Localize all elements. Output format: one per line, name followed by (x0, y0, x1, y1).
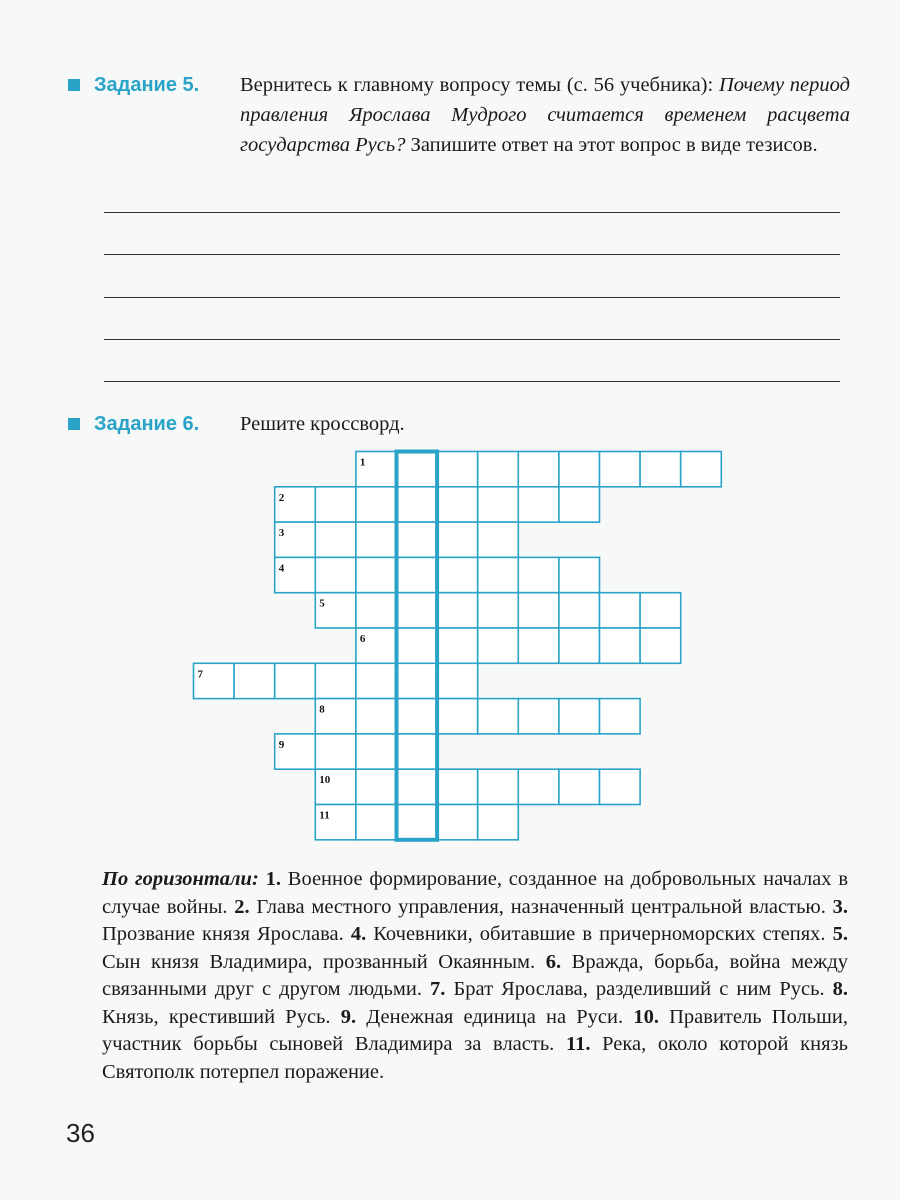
crossword-cell[interactable] (437, 769, 478, 804)
clue-number: 9. (340, 1005, 357, 1028)
clue-text: Князь, крестивший Русь. (102, 1005, 331, 1028)
crossword-cell[interactable] (397, 699, 438, 734)
crossword-cell[interactable] (356, 487, 397, 522)
crossword-cell[interactable] (518, 452, 559, 487)
crossword-cell[interactable] (315, 663, 356, 698)
crossword-number: 8 (319, 703, 325, 716)
clues-lead: По горизонтали: (102, 868, 259, 890)
crossword-cell[interactable] (478, 593, 519, 628)
crossword-cell[interactable] (234, 663, 275, 698)
crossword-cell[interactable] (397, 487, 438, 522)
task-5-text-b: Запишите ответ на этот вопрос в виде тезисов. (405, 134, 818, 156)
crossword-cell[interactable] (518, 769, 559, 804)
crossword-cell[interactable] (397, 734, 438, 769)
crossword-cell[interactable] (437, 663, 478, 698)
clue-number: 4. (350, 923, 367, 945)
clues-across (102, 866, 848, 1086)
crossword-cell[interactable] (397, 805, 438, 840)
crossword-cell[interactable] (640, 593, 681, 628)
crossword-cell[interactable] (356, 663, 397, 698)
task-5-question: Почему период правления Ярослава Мудрого считается временем расцвета государства Русь? (240, 74, 851, 156)
crossword-cell[interactable] (600, 769, 641, 804)
clue-text: Кочевники, обитавшие в причерноморских степях. (366, 923, 826, 945)
crossword-cell[interactable] (600, 452, 641, 487)
crossword-cell[interactable] (559, 557, 600, 592)
crossword-cell[interactable] (559, 487, 600, 522)
crossword-cell[interactable] (640, 628, 681, 663)
task-5-title: Задание 5. (94, 74, 200, 96)
clue-list (102, 868, 848, 1083)
task-5-text-a: Вернитесь к главному вопросу темы (с. 56 учебника): (240, 74, 719, 96)
crossword-cell[interactable] (681, 452, 722, 487)
crossword-cell[interactable] (600, 593, 641, 628)
clue-text: Вражда, борьба, война между связанными друг с другом людьми. (102, 950, 848, 1000)
crossword-number: 1 (359, 456, 366, 469)
crossword-cell[interactable] (478, 557, 519, 592)
crossword-cell[interactable] (559, 769, 600, 804)
clue-text: Денежная единица на Руси. (356, 1005, 624, 1028)
crossword-cell[interactable] (437, 557, 478, 592)
crossword-cell[interactable] (397, 628, 438, 663)
crossword-cell[interactable] (478, 805, 519, 840)
clue-number: 10. (633, 1005, 659, 1028)
crossword-number: 6 (359, 633, 366, 645)
crossword-cell[interactable] (356, 522, 397, 557)
crossword-cell[interactable] (356, 557, 397, 592)
crossword-number: 2 (278, 491, 285, 504)
crossword-cell[interactable] (275, 663, 316, 698)
crossword-cell[interactable] (356, 593, 397, 628)
crossword-number: 5 (319, 597, 325, 610)
crossword-cell[interactable] (315, 734, 356, 769)
crossword-number: 11 (319, 809, 330, 822)
crossword-cell[interactable] (478, 628, 519, 663)
crossword-cell[interactable] (437, 487, 478, 522)
clue-number: 11. (565, 1033, 591, 1055)
crossword-cell[interactable] (397, 663, 438, 698)
crossword-cell[interactable] (315, 522, 356, 557)
crossword-number: 9 (278, 738, 285, 751)
crossword-cell[interactable] (478, 769, 519, 804)
crossword-cell[interactable] (356, 769, 397, 804)
clue-text: Правитель Польши, участник борьбы сыновей Владимира за власть. (102, 1005, 849, 1055)
clue-number: 3. (832, 895, 849, 918)
crossword-cell[interactable] (437, 452, 478, 487)
clue-text: Прозвание князя Ярослава. (102, 923, 344, 945)
clue-text: Река, около которой князь Святополк потерпел поражение. (102, 1033, 848, 1083)
crossword-cell[interactable] (315, 487, 356, 522)
crossword-cell[interactable] (478, 699, 519, 734)
crossword-cell[interactable] (600, 699, 641, 734)
crossword-cell[interactable] (315, 557, 356, 592)
clue-text: Глава местного управления, назначенный центральной властью. (249, 895, 826, 918)
clue-number: 8. (832, 978, 849, 1000)
crossword-cell[interactable] (518, 557, 559, 592)
crossword-cell[interactable] (437, 699, 478, 734)
crossword-number: 4 (278, 562, 285, 575)
crossword-cell[interactable] (640, 452, 681, 487)
crossword-cell[interactable] (559, 452, 600, 487)
crossword-cell[interactable] (397, 452, 438, 487)
crossword-cell[interactable] (518, 699, 559, 734)
page-number: 36 (66, 1118, 95, 1148)
crossword-number: 7 (197, 668, 203, 681)
crossword-cell[interactable] (478, 522, 519, 557)
clue-text: Сын князя Владимира, прозванный Окаянным. (102, 950, 536, 973)
crossword-cell[interactable] (478, 487, 519, 522)
clue-text: Брат Ярослава, разделивший с ним Русь. (445, 978, 825, 1000)
crossword-cell[interactable] (356, 805, 397, 840)
crossword-cell[interactable] (356, 734, 397, 769)
crossword-cell[interactable] (600, 628, 641, 663)
crossword-cell[interactable] (397, 557, 438, 592)
crossword-cell[interactable] (397, 769, 438, 804)
crossword-cell[interactable] (559, 699, 600, 734)
crossword-cell[interactable] (437, 628, 478, 663)
crossword-cell[interactable] (559, 628, 600, 663)
crossword-cell[interactable] (518, 593, 559, 628)
crossword-cell[interactable] (437, 593, 478, 628)
crossword-cell[interactable] (478, 452, 519, 487)
task-6-text: Решите кроссворд. (240, 413, 405, 435)
clue-number: 1. (265, 868, 281, 890)
clue-number: 6. (545, 950, 562, 973)
clue-text: Военное формирование, созданное на добровольных началах в случае войны. (102, 868, 849, 918)
crossword-cell[interactable] (437, 805, 478, 840)
clue-number: 7. (430, 978, 446, 1000)
crossword-number: 10 (319, 774, 331, 787)
crossword-cell[interactable] (559, 593, 600, 628)
clue-number: 2. (234, 895, 250, 918)
crossword-cell[interactable] (518, 628, 559, 663)
task-6-title: Задание 6. (94, 413, 200, 435)
crossword-cell[interactable] (397, 593, 438, 628)
crossword-number: 3 (278, 527, 285, 540)
crossword-cell[interactable] (437, 522, 478, 557)
clue-number: 5. (832, 923, 848, 945)
crossword-cell[interactable] (518, 487, 559, 522)
crossword-cell[interactable] (397, 522, 438, 557)
crossword-cell[interactable] (356, 699, 397, 734)
